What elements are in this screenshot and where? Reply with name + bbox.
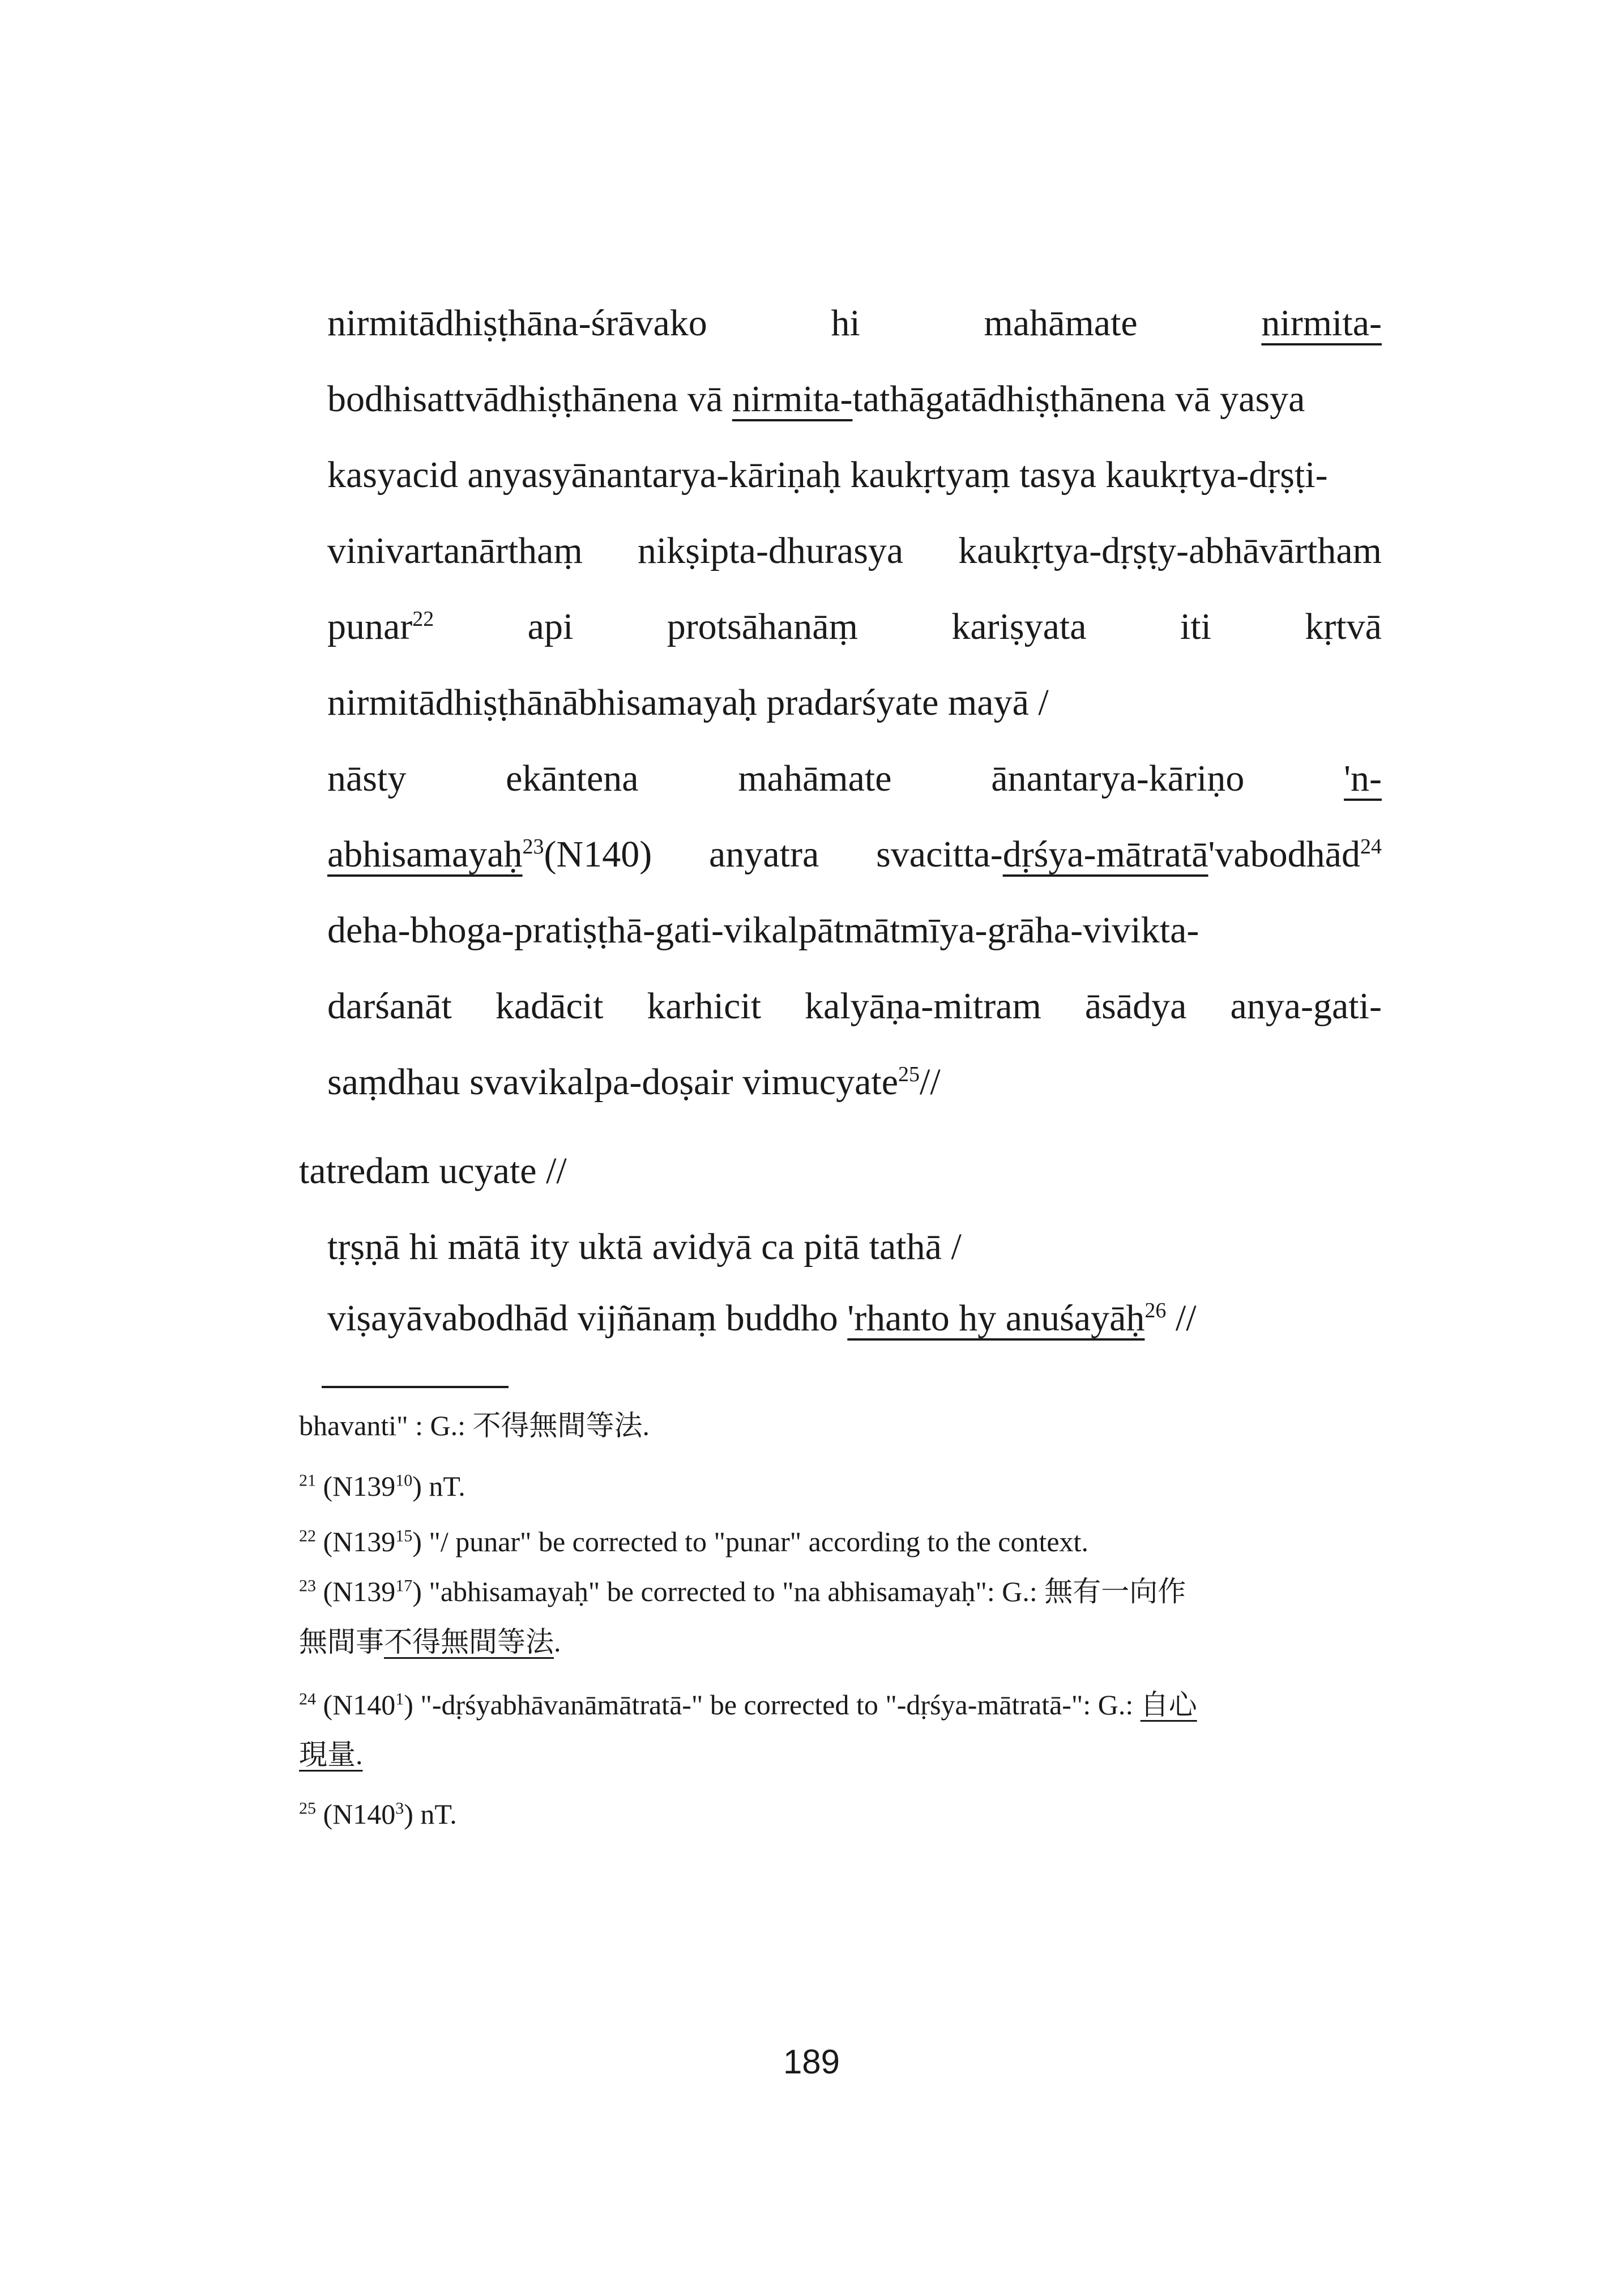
underlined-word: abhisamayaḥ: [327, 834, 523, 875]
underlined-text: 自心: [1140, 1689, 1197, 1721]
word: nikṣipta-dhurasya: [637, 530, 904, 571]
footnote-ref-line: 10: [395, 1471, 413, 1490]
footnote-text: ) "/ punar" be corrected to "punar" according to the context.: [412, 1526, 1088, 1557]
footnote-ref: (N139: [323, 1576, 396, 1607]
word-group: [327, 836, 652, 873]
word: kadācit: [495, 985, 604, 1027]
tatredam-line: tatredam ucyate //: [299, 1150, 567, 1192]
body-line-11: [327, 1061, 1382, 1103]
word: darśanāt: [327, 985, 452, 1027]
body-line-2: [327, 378, 1382, 420]
footnote-text: ) "abhisamayaḥ" be corrected to "na abhisamayaḥ": G.: 無有一向作: [412, 1576, 1186, 1607]
text-run: viṣayāvabodhād vijñānaṃ buddho: [327, 1298, 848, 1339]
word: protsāhanāṃ: [667, 606, 858, 647]
footnote-text: .: [554, 1626, 561, 1658]
text-run: //: [1166, 1298, 1197, 1339]
footnote-separator: [322, 1386, 509, 1388]
word-group: [876, 836, 1382, 873]
word: ekāntena: [506, 758, 639, 799]
footnote-text: 無間事: [299, 1626, 384, 1658]
footnote-text: ) "-dṛśyabhāvanāmātratā-" be corrected to "-dṛśya-mātratā-": G.:: [404, 1689, 1141, 1721]
word: kṛtvā: [1305, 606, 1382, 647]
footnote-text: ) nT.: [404, 1798, 457, 1830]
word-text: 'vabodhād: [1208, 834, 1360, 875]
body-line-6: nirmitādhiṣṭhānābhisamayaḥ pradarśyate mayā /: [327, 682, 1049, 723]
word: nāsty: [327, 758, 407, 799]
word: ānantarya-kāriṇo: [991, 758, 1245, 799]
word: anya-gati-: [1230, 985, 1382, 1027]
underlined-word: dṛśya-mātratā: [1002, 834, 1208, 875]
word: āsādya: [1084, 985, 1187, 1027]
body-line-1: [327, 302, 1382, 344]
footnote-23-line-2: [299, 1627, 1383, 1658]
page-reference: (N140): [544, 834, 652, 875]
footnote-ref-line: 15: [395, 1526, 413, 1546]
verse-line-1: tṛṣṇā hi mātā ity uktā avidyā ca pitā tathā /: [327, 1226, 962, 1268]
footnote-number: 22: [299, 1526, 316, 1546]
footnote-marker: 22: [412, 607, 434, 631]
footnote-text: ) nT.: [412, 1470, 465, 1502]
body-line-8: [327, 836, 1382, 873]
footnote-continuation: bhavanti" : G.: 不得無間等法.: [299, 1410, 650, 1441]
body-line-3: kasyacid anyasyānantarya-kāriṇaḥ kaukṛtyaṃ tasya kaukṛtya-dṛṣṭi-: [327, 454, 1328, 496]
underlined-word: 'rhanto hy anuśayāḥ: [847, 1298, 1145, 1339]
text-run: bodhisattvādhiṣṭhānena vā: [327, 378, 732, 420]
word: mahāmate: [984, 302, 1138, 344]
word: hi: [831, 302, 860, 344]
word: kariṣyata: [951, 606, 1087, 647]
word: karhicit: [647, 985, 762, 1027]
word: kaukṛtya-dṛṣṭy-abhāvārtham: [958, 530, 1382, 571]
text-run: tathāgatādhiṣṭhānena vā yasya: [852, 378, 1305, 420]
footnote-ref-line: 17: [395, 1576, 413, 1595]
underlined-text: 不得無間等法: [384, 1626, 554, 1658]
body-line-9: deha-bhoga-pratiṣṭhā-gati-vikalpātmātmīya-grāha-vivikta-: [327, 910, 1199, 951]
word: kalyāṇa-mitram: [805, 985, 1041, 1027]
footnote-number: 24: [299, 1689, 316, 1709]
verse-line-2: [327, 1300, 1197, 1337]
text-run: //: [920, 1061, 941, 1103]
text-run: saṃdhau svavikalpa-doṣair vimucyate: [327, 1061, 899, 1103]
footnote-marker: 24: [1360, 835, 1382, 859]
word: vinivartanārthaṃ: [327, 530, 583, 571]
footnote-23: [299, 1576, 1383, 1607]
underlined-text: 現量.: [299, 1739, 363, 1770]
word: mahāmate: [738, 758, 892, 799]
word-text: svacitta-: [876, 834, 1003, 875]
footnote-22: [299, 1526, 1383, 1557]
footnote-number: 21: [299, 1471, 316, 1490]
body-line-4: [327, 532, 1382, 570]
body-line-5: [327, 608, 1382, 646]
underlined-word: nirmita-: [1261, 302, 1382, 344]
footnote-number: 23: [299, 1576, 316, 1595]
word: [327, 608, 434, 646]
footnote-25: [299, 1799, 1383, 1830]
underlined-word: 'n-: [1344, 758, 1382, 799]
footnote-marker: 23: [522, 835, 544, 859]
footnote-ref: (N140: [323, 1689, 396, 1721]
word: api: [527, 606, 574, 647]
footnote-marker: 25: [898, 1062, 920, 1086]
word: anyatra: [709, 834, 819, 875]
body-line-7: [327, 760, 1382, 797]
footnote-24: [299, 1689, 1383, 1721]
footnote-ref-line: 3: [395, 1799, 404, 1818]
page-number: 189: [783, 2043, 840, 2081]
word: iti: [1180, 606, 1211, 647]
footnote-24-line-2: [299, 1739, 1383, 1770]
footnote-ref: (N139: [323, 1526, 396, 1557]
footnote-number: 25: [299, 1799, 316, 1818]
word: nirmitādhiṣṭhāna-śrāvako: [327, 302, 707, 344]
underlined-word: nirmita-: [732, 378, 853, 420]
footnote-21: [299, 1471, 1383, 1502]
word-text: punar: [327, 606, 413, 647]
footnote-ref: (N139: [323, 1470, 396, 1502]
footnote-marker: 26: [1144, 1299, 1167, 1322]
footnote-ref-line: 1: [395, 1689, 404, 1709]
body-line-10: [327, 985, 1382, 1027]
footnote-ref: (N140: [323, 1798, 396, 1830]
